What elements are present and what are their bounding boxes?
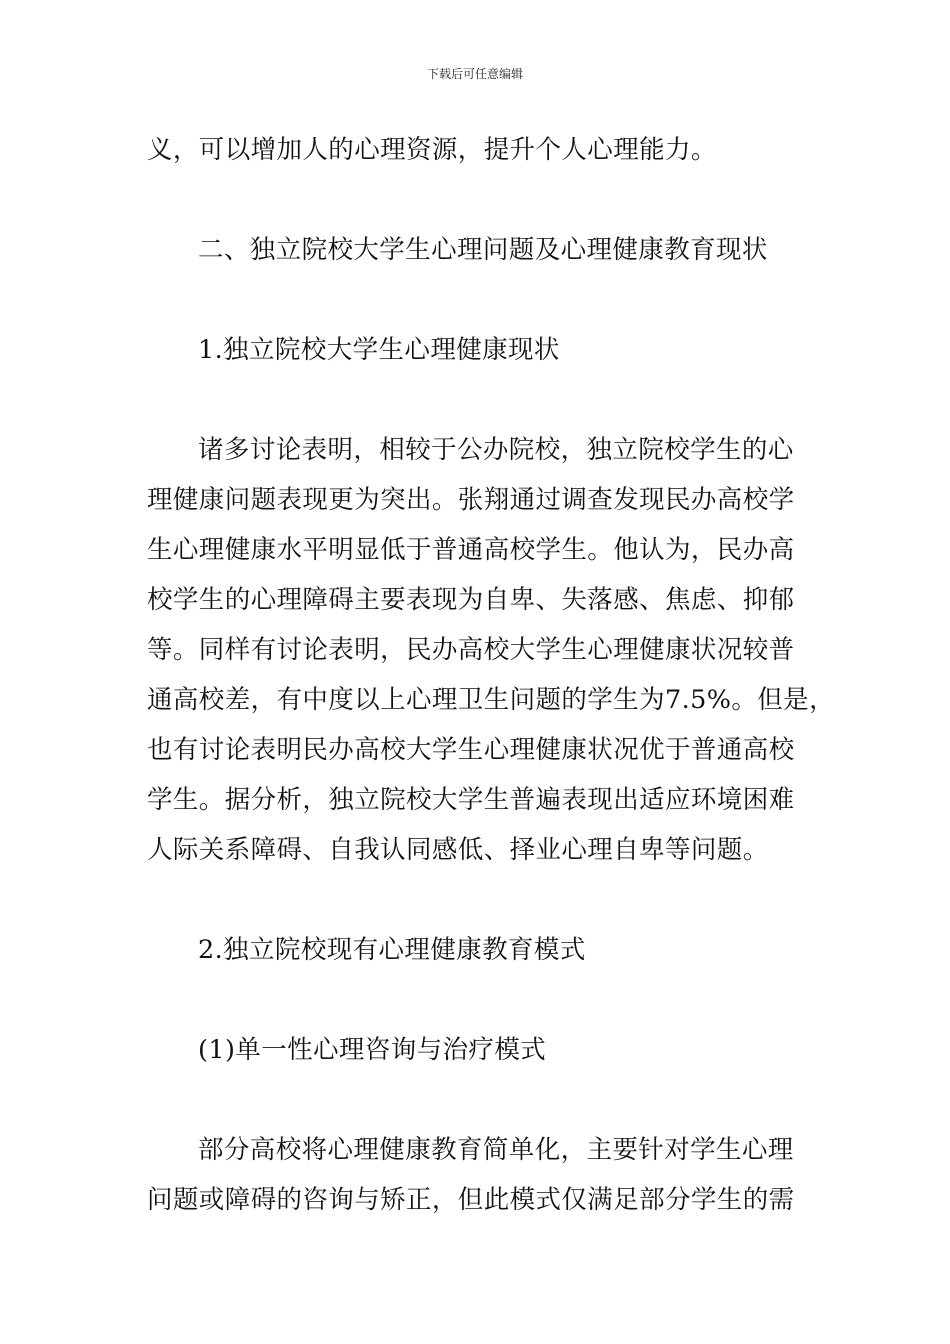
subsection-heading: 1.独立院校大学生心理健康现状 xyxy=(198,335,560,365)
paragraph-line: 等。同样有讨论表明，民办高校大学生心理健康状况较普 xyxy=(147,635,795,665)
paragraph-line: 也有讨论表明民办高校大学生心理健康状况优于普通高校 xyxy=(147,735,795,765)
paragraph xyxy=(147,425,835,875)
paragraph-line: 诸多讨论表明，相较于公办院校，独立院校学生的心 xyxy=(198,435,794,465)
paragraph-gap xyxy=(147,975,827,1025)
paragraph-line: 学生。据分析，独立院校大学生普遍表现出适应环境困难 xyxy=(147,785,795,815)
sub-subsection-heading: (1)单一性心理咨询与治疗模式 xyxy=(198,1035,547,1065)
paragraph-line: 人际关系障碍、自我认同感低、择业心理自卑等问题。 xyxy=(147,835,769,865)
paragraph xyxy=(147,1125,827,1225)
subsection-heading: 2.独立院校现有心理健康教育模式 xyxy=(198,935,586,965)
paragraph-line: 部分高校将心理健康教育简单化，主要针对学生心理 xyxy=(198,1135,794,1165)
section-heading: 二、独立院校大学生心理问题及心理健康教育现状 xyxy=(198,235,768,265)
document-body xyxy=(147,125,835,1225)
paragraph-gap xyxy=(147,1075,827,1125)
paragraph-line: 问题或障碍的咨询与矫正，但此模式仅满足部分学生的需 xyxy=(147,1185,795,1215)
paragraph-gap xyxy=(147,175,827,225)
paragraph-gap xyxy=(147,375,827,425)
paragraph-line: 生心理健康水平明显低于普通高校学生。他认为，民办高 xyxy=(147,535,795,565)
paragraph-line: 通高校差，有中度以上心理卫生问题的学生为7.5%。但是， xyxy=(147,685,835,715)
text-line: 义，可以增加人的心理资源，提升个人心理能力。 xyxy=(147,135,717,165)
paragraph-gap xyxy=(147,875,827,925)
paragraph-line: 理健康问题表现更为突出。张翔通过调查发现民办高校学 xyxy=(147,485,795,515)
page-header-note: 下载后可任意编辑 xyxy=(426,67,523,81)
paragraph-line: 校学生的心理障碍主要表现为自卑、失落感、焦虑、抑郁 xyxy=(147,585,795,615)
paragraph-gap xyxy=(147,275,827,325)
